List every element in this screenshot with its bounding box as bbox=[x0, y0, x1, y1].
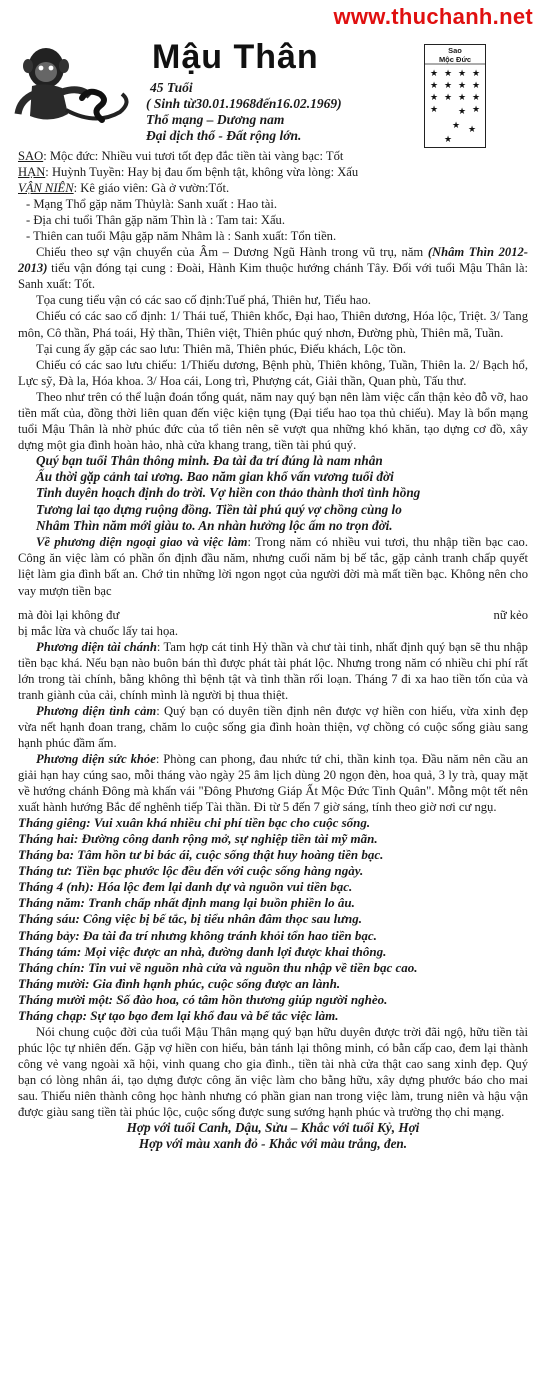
ngoai-giao-paragraph bbox=[18, 534, 528, 598]
poem-block bbox=[18, 453, 528, 534]
note-line-1: - Mạng Thổ gặp năm Thủylà: Sanh xuất : Hao tài. bbox=[26, 197, 278, 212]
sao-line bbox=[18, 148, 528, 164]
svg-text:★: ★ bbox=[430, 93, 439, 103]
month-item: Tháng năm: Tranh chấp nhất định mang lại buồn phiền lo âu. bbox=[18, 895, 355, 911]
svg-text:★: ★ bbox=[472, 81, 481, 91]
tai-chanh-paragraph bbox=[18, 639, 528, 703]
van-nien-label: VẬN NIÊN bbox=[18, 181, 74, 196]
tinh-cam-label: Phương diện tình cảm bbox=[36, 703, 157, 718]
poem-line: Tinh duyên hoạch định do trời. Vợ hiền con thảo thành thơi tình hồng bbox=[36, 485, 421, 501]
poem-line: Quý bạn tuổi Thân thông minh. Đa tài đa trí đúng là nam nhân bbox=[36, 452, 383, 468]
month-list bbox=[18, 815, 528, 1024]
month-item: Tháng mười một: Số đào hoa, có tâm hồn thương giúp người nghèo. bbox=[18, 991, 388, 1007]
star-box-label bbox=[424, 46, 486, 64]
svg-text:★: ★ bbox=[458, 69, 467, 79]
svg-text:★: ★ bbox=[458, 107, 467, 117]
svg-text:★: ★ bbox=[458, 93, 467, 103]
paragraph-5: Chiếu có các sao lưu chiếu: 1/Thiếu dương, Bệnh phù, Thiên không, Tuần, Thiên la. 2/ Bạch hổ, Lực sỹ, Đà la, Hóa khoa. 3/ Hoa cái, Long trì, Phượng cát, Giải thần, Quan phù, Tấu thư. bbox=[18, 357, 528, 388]
note-line-3: - Thiên can tuổi Mậu gặp năm Nhâm là : Sanh xuất: Tổn tiền. bbox=[26, 229, 337, 244]
ngoai-giao-continued-2: bị mắc lừa và chuốc lấy tai họa. bbox=[18, 623, 178, 638]
paragraph-4: Tại cung ấy gặp các sao lưu: Thiên mã, Thiên phúc, Điếu khách, Lộc tồn. bbox=[36, 341, 407, 356]
poem-line: Ấu thời gặp cảnh tai ương. Bao năm gian khổ vấn vương tuổi đời bbox=[36, 469, 394, 485]
svg-text:★: ★ bbox=[444, 135, 453, 145]
p1-end: tiểu vận đóng tại cung : Đoài, Hành Kim thuộc hướng chánh Tây. Đối với tuổi Mậu Thân là: Sanh xuất: Tốt. bbox=[18, 261, 528, 292]
ngoai-giao-continued bbox=[18, 607, 528, 623]
p1-start: Chiếu theo sự vận chuyển của Âm – Dương Ngũ Hành trong vũ trụ, năm bbox=[36, 245, 428, 260]
month-item: Tháng tám: Mọi việc được an nhà, đường danh lợi được khai thông. bbox=[18, 943, 387, 959]
paragraph-2: Tọa cung tiểu vận có các sao cố định:Tuế phá, Thiên hư, Tiểu hao. bbox=[36, 293, 371, 308]
svg-text:★: ★ bbox=[430, 105, 439, 115]
element-text: Thổ mạng – Dương nam bbox=[146, 112, 285, 127]
poem-line: Tương lai tạo dựng ruộng đồng. Tiền tài phú quý vợ chồng cùng lo bbox=[36, 501, 402, 517]
han-label: HẠN bbox=[18, 165, 46, 180]
month-item: Tháng mười: Gia đình hạnh phúc, cuộc sống được an lành. bbox=[18, 975, 341, 991]
month-item: Tháng chạp: Sự tạo bạo đem lại khổ đau và bế tắc việc làm. bbox=[18, 1007, 339, 1023]
svg-text:★: ★ bbox=[430, 81, 439, 91]
sao-text: : Mộc đức: Nhiều vui tươi tốt đẹp đắc tiền tài vàng bạc: Tốt bbox=[43, 149, 344, 163]
month-item: Tháng 4 (nh): Hóa lộc đem lại danh dự và nguồn vui tiền bạc. bbox=[18, 879, 353, 895]
ngoai-giao-label: Về phương diện ngoại giao và việc làm bbox=[36, 535, 248, 550]
month-item: Tháng tư: Tiền bạc phước lộc đều đến với cuộc sống hàng ngày. bbox=[18, 863, 364, 879]
tai-chanh-label: Phương diện tài chánh bbox=[36, 639, 157, 654]
month-item: Tháng ba: Tâm hồn tư bi bác ái, cuộc sống thật huy hoàng tiền bạc. bbox=[18, 847, 384, 863]
svg-text:★: ★ bbox=[472, 93, 481, 103]
month-item: Tháng chín: Tin vui về nguồn nhà cửa và nguồn thu nhập về tiền bạc cao. bbox=[18, 959, 418, 975]
monkey-logo-icon bbox=[10, 40, 138, 128]
suc-khoe-label: Phương diện sức khỏe bbox=[36, 751, 156, 766]
compat-line-1: Hợp với tuổi Canh, Dậu, Sửu – Khắc với tuổi Kỷ, Hợi bbox=[126, 1120, 420, 1136]
poem-line: Nhâm Thìn năm mới giàu to. An nhàn hưởng lộc ấm no trọn đời. bbox=[36, 518, 393, 534]
ngoai-giao-text: : Trong năm có nhiều vui tươi, thu nhập tiền bạc cao. Công ăn việc làm có phần ổn định đầu năm, nhưng cuối năm bị bế tắc, gặp cảnh tranh chấp quyết liệt làm gia đình bất an. Chớ tin những lời ngon ngọt của người đời mà mất tiền bạc. Không nên cho vay mượn tiền bạc bbox=[18, 535, 528, 598]
month-item: Tháng sáu: Công việc bị bế tắc, bị tiểu nhân đâm thọc sau lưng. bbox=[18, 911, 363, 927]
svg-text:★: ★ bbox=[472, 69, 481, 79]
svg-text:★: ★ bbox=[430, 69, 439, 79]
star-box-line1: Sao bbox=[448, 46, 462, 55]
suc-khoe-text: : Phòng can phong, đau nhức tứ chi, thần kinh tọa. Đầu năm nên cầu an giải hạn hay cúng sao, mỗi tháng vào ngày 25 âm lịch dùng 20 ngọn đèn, hoa quả, 3 ly trà, quay mặt về hướng chánh Đông mà khấn vái "Đông Phương Giáp Ất Mộc Đức Tinh Quân". Mỗng một tết nên xuất hành hướng Bắc để nghênh tiếp Tài thần. Đi từ 5 đến 7 giờ sáng, tính theo giờ nơi cư ngụ. bbox=[18, 751, 529, 815]
sao-label: SAO bbox=[18, 149, 44, 163]
svg-text:★: ★ bbox=[444, 81, 453, 91]
svg-text:★: ★ bbox=[444, 69, 453, 79]
birth-range: ( Sinh từ30.01.1968đến16.02.1969) bbox=[146, 96, 342, 111]
month-item: Tháng hai: Đường công danh rộng mở, sự nghiệp tiền tài mỹ mãn. bbox=[18, 831, 378, 847]
month-item: Tháng giêng: Vui xuân khá nhiều chi phí tiền bạc cho cuộc sống. bbox=[18, 815, 371, 831]
svg-text:★: ★ bbox=[458, 81, 467, 91]
age-text: 45 Tuổi bbox=[150, 80, 193, 95]
tai-chanh-text: : Tam hợp cát tinh Hỷ thần và chư tài tinh, nhất định quý bạn sẽ thu nhập tiền bạc khá. Nếu bạn nào buôn bán thì được phát tài phát lộc. Nhưng trong năm có nhiều chi phí rất lớn trong tài chính, bằng không thì bệnh tật và tình thần rối loạn. Tháng 7 đi xa hao tiền tốn của và tranh giành của cải, chính mình là người bị thua thiệt. bbox=[18, 639, 528, 702]
han-text: : Huỳnh Tuyền: Hay bị đau ốm bệnh tật, không vừa lòng: Xấu bbox=[45, 165, 359, 180]
note-line-2: - Địa chi tuổi Thân gặp năm Thìn là : Tam tai: Xấu. bbox=[26, 213, 285, 228]
van-nien-text: : Kê giáo viên: Gà ở vườn:Tốt. bbox=[73, 181, 230, 196]
p1-year: (Nhâm Thìn 2012-2013) bbox=[18, 245, 528, 276]
paragraph-6: Theo như trên có thể luận đoán tổng quát, năm nay quý bạn nên làm việc cẩn thận kẻo đỗ vỡ, hao tiền mất của, đồng thời liên quan đến việc kiện tụng (Đại tiểu hao tọa thủ chiếu). May là bổn mạng tuổi Mậu Thân là nhờ phúc đức của tổ tiên nên sẽ vượt qua những khó khăn, tạo dựng cơ đồ, xây dựng một gia đình hoàn hảo, nhà cửa khang trang, tiền tài phú quý. bbox=[18, 389, 528, 452]
cont-end: nữ kẻo bbox=[493, 607, 528, 622]
svg-text:★: ★ bbox=[452, 121, 461, 131]
month-item: Tháng bảy: Đa tài đa trí nhưng không tránh khỏi tổn hao tiền bạc. bbox=[18, 927, 377, 943]
page-title: Mậu Thân bbox=[152, 38, 319, 76]
site-url[interactable]: www.thuchanh.net bbox=[333, 4, 533, 29]
document-body bbox=[18, 148, 528, 1153]
van-nien-line bbox=[18, 180, 528, 196]
earth-text: Đại dịch thổ - Đất rộng lớn. bbox=[146, 128, 302, 143]
svg-text:★: ★ bbox=[472, 105, 481, 115]
svg-text:★: ★ bbox=[444, 93, 453, 103]
compat-line-2: Hợp với màu xanh đỏ - Khắc với màu trắng, đen. bbox=[138, 1136, 408, 1152]
han-line bbox=[18, 164, 528, 180]
tinh-cam-paragraph bbox=[18, 703, 528, 751]
svg-text:★: ★ bbox=[468, 125, 477, 135]
closing-paragraph: Nói chung cuộc đời của tuổi Mậu Thân mạng quý bạn hữu duyên được trời đãi ngộ, hữu tiền tài phúc lộc tự nhiên đến. Gặp vợ hiền con hiếu, bản tánh lại thông minh, có bằn cấp cao, đem lại thành công vẻ vang ngoài xã hội, vinh quang cho gia đình., tiền tài nhà cửa thật cao sang xinh đẹp. Quý bạn có lòng nhân ái, tạo dựng được công ăn việc làm cho bằng hữu, xây dựng phước báo cho mai sau. Thiếu niên thành công học hành nhưng có phần gian nan trong việc làm, trung niên và hậu vận được giàu sang tiền tài phúc lộc, cuộc sống được sung sướng hạnh phúc và trường thọ chi mạng. bbox=[18, 1024, 528, 1120]
star-box-line2: Mộc Đức bbox=[438, 55, 472, 64]
tinh-cam-text: : Quý bạn có duyên tiền định nên được vợ hiền con hiếu, vừa xinh đẹp vừa nết hạnh đoan trang, chăm lo cuộc sống gia đình hoàn thiện, vợ chồng có cuộc sống giàu sang hạnh phúc đầm ấm. bbox=[18, 703, 529, 750]
paragraph-1 bbox=[18, 244, 528, 292]
cont-start: mà đòi lại không đư bbox=[18, 607, 120, 622]
paragraph-3: Chiếu có các sao cố định: 1/ Thái tuế, Thiên khốc, Đại hao, Thiên dương, Hóa lộc, Triệt. 3/ Tang môn, Cô thần, Phá toái, Hỷ thần, Thiên việt, Thiên phúc quý nhơn, Đường phù, Thiên mã, Tuần. bbox=[18, 309, 528, 340]
suc-khoe-paragraph bbox=[18, 751, 528, 815]
